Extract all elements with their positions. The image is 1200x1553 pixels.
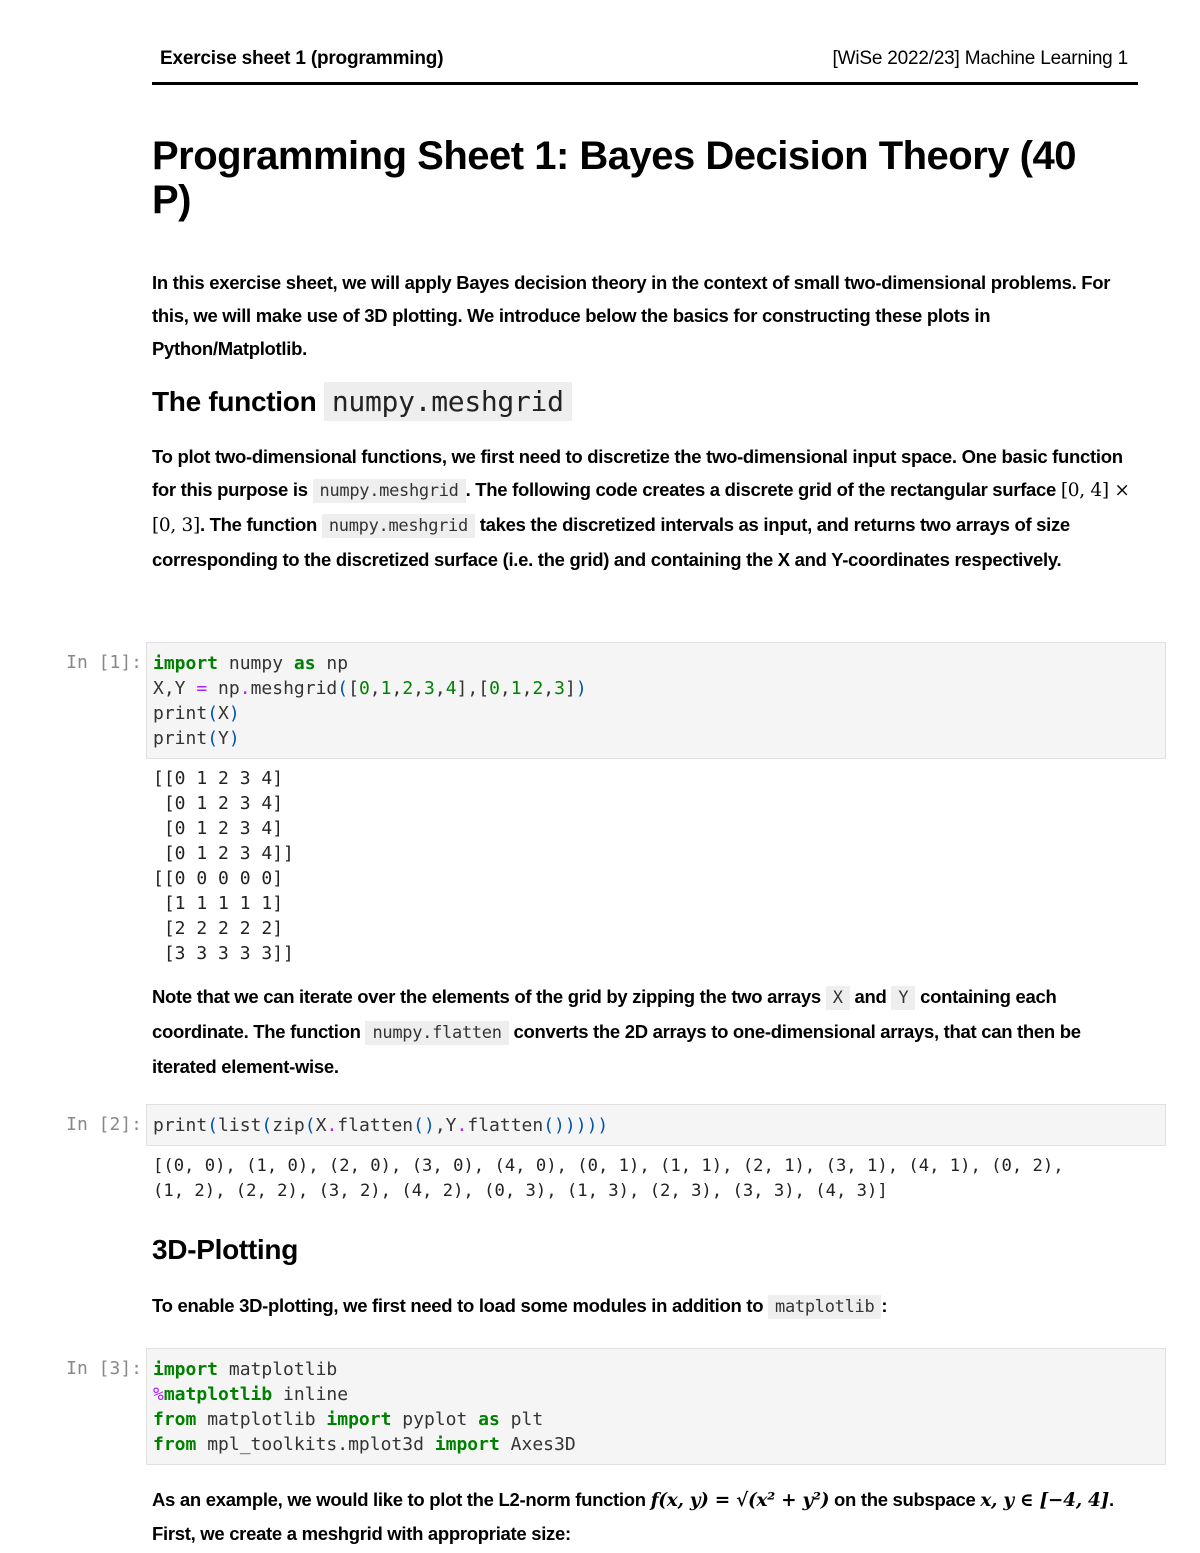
cell-2-output: [(0, 0), (1, 0), (2, 0), (3, 0), (4, 0), (0, 1), (1, 1), (2, 1), (3, 1), (4, 1), (0, 2), (1, 2), (2, 2), (3, 2), (4, 2), (0, 3), (1, 3), (2, 3), (3, 3), (4, 3)] xyxy=(153,1156,1064,1201)
page-header xyxy=(152,44,1138,85)
note-text-a: Note that we can iterate over the elements of the grid by zipping the two arrays xyxy=(152,986,821,1007)
l2-norm-paragraph xyxy=(152,1483,1142,1550)
plotting-paragraph xyxy=(152,1289,1142,1324)
section-heading-3d: 3D-Plotting xyxy=(152,1234,299,1265)
code-input[interactable]: import numpy as np X,Y = np.meshgrid([0,1,2,3,4],[0,1,2,3]) print(X) print(Y) xyxy=(146,642,1166,759)
plotting-text-b: : xyxy=(881,1295,888,1316)
meshgrid-text-a: To plot two-dimensional functions, we first need to discretize the two-dimensional input space. One basic function for this purpose is xyxy=(152,446,1123,500)
page-title: Programming Sheet 1: Bayes Decision Theory (40 P) xyxy=(152,134,1076,222)
intro-paragraph: In this exercise sheet, we will apply Bayes decision theory in the context of small two-dimensional problems. For this, we will make use of 3D plotting. We introduce below the basics for constructing these plots in Python/Matplotlib. xyxy=(152,272,1111,359)
meshgrid-text-b: . The following code creates a discrete grid of the rectangular surface xyxy=(465,479,1057,500)
inline-code-y: Y xyxy=(891,986,915,1010)
code-input[interactable]: print(list(zip(X.flatten(),Y.flatten())))) xyxy=(146,1104,1166,1146)
l2-text-c: . First, we create a meshgrid with appropriate size: xyxy=(152,1489,1114,1544)
cell-prompt: In [1]: xyxy=(66,652,142,673)
header-course-label: [WiSe 2022/23] Machine Learning 1 xyxy=(832,48,1128,69)
inline-code-flatten: numpy.flatten xyxy=(365,1021,508,1045)
notebook-content xyxy=(152,134,1168,576)
section-heading-text: The function xyxy=(152,386,317,417)
cell-1-output: [[0 1 2 3 4] [0 1 2 3 4] [0 1 2 3 4] [0 1 2 3 4]] [[0 0 0 0 0] [1 1 1 1 1] [2 2 2 2 2] [3 3 3 3 3]] xyxy=(153,768,294,964)
note-text-d: converts the 2D arrays to one-dimensional arrays, that can then be iterated element-wise. xyxy=(152,1021,1081,1077)
math-rectangle: [0, 4] × [0, 3] xyxy=(152,480,1130,536)
l2-text-b: on the subspace xyxy=(834,1489,976,1510)
inline-code-x: X xyxy=(826,986,850,1010)
note-text-b: and xyxy=(854,986,887,1007)
meshgrid-paragraph xyxy=(152,440,1142,576)
inline-code-matplotlib: matplotlib xyxy=(768,1295,881,1319)
note-text-c: containing each coordinate. The function xyxy=(152,986,1057,1042)
section-heading-code: numpy.meshgrid xyxy=(324,382,572,421)
note-paragraph xyxy=(152,980,1142,1083)
l2-text-a: As an example, we would like to plot the L2-norm function xyxy=(152,1489,646,1510)
meshgrid-text-c: . The function xyxy=(199,514,317,535)
cell-prompt: In [3]: xyxy=(66,1358,142,1379)
plotting-text-a: To enable 3D-plotting, we first need to load some modules in addition to xyxy=(152,1295,764,1316)
section-heading-meshgrid xyxy=(152,385,1168,418)
inline-code-meshgrid-2: numpy.meshgrid xyxy=(322,514,475,538)
meshgrid-text-d: takes the discretized intervals as input, and returns two arrays of size corresponding to the discretized surface (i.e. the grid) and containing the X and Y-coordinates respectively. xyxy=(152,514,1070,570)
code-input[interactable]: import matplotlib %matplotlib inline from matplotlib import pyplot as plt from mpl_toolkits.mplot3d import Axes3D xyxy=(146,1348,1166,1465)
math-domain: x, y ∈ [−4, 4] xyxy=(980,1490,1109,1511)
header-sheet-label: Exercise sheet 1 (programming) xyxy=(160,48,444,69)
math-l2-norm: f(x, y) = √(x² + y²) xyxy=(650,1490,830,1511)
cell-prompt: In [2]: xyxy=(66,1114,142,1135)
inline-code-meshgrid: numpy.meshgrid xyxy=(313,479,466,503)
